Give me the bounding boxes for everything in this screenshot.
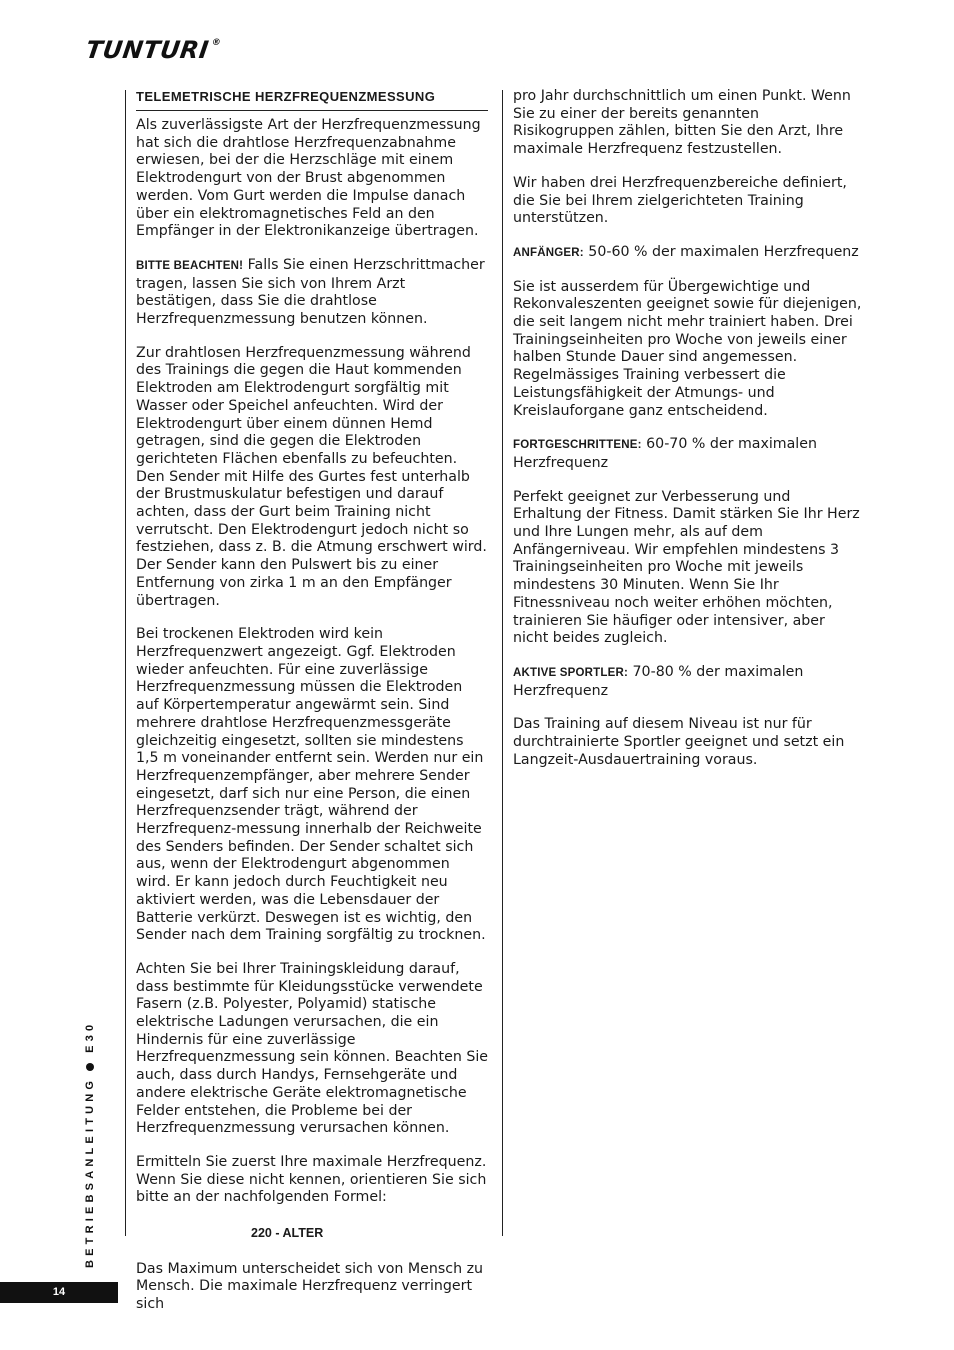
paragraph-beginner: Sie ist ausserdem für Übergewichtige und Rekonvaleszenten geeignet sowie für diejenigen, die seit langem nicht mehr trainiert haben. Drei Trainingseinheiten pro Woche von jeweils einer halben Stunde Dauer sind angemessen. Regelmässiges Training verbessert die Leistungsfähigkeit der Atmungs- und Kreislauforgane ganz entscheidend. [513, 278, 862, 419]
brand-logo [84, 36, 222, 64]
zone-advanced [513, 436, 863, 472]
middle-column-rule [502, 90, 503, 1236]
zone-active-text: 70-80 % der maximalen Herzfrequenz [513, 663, 804, 699]
zone-beginner-lead: ANFÄNGER: [513, 246, 584, 259]
manual-label: BETRIEBSANLEITUNG [84, 1076, 96, 1268]
section-heading: TELEMETRISCHE HERZFREQUENZMESSUNG [136, 88, 488, 111]
zone-beginner-text: 50-60 % der maximalen Herzfrequenz [583, 243, 859, 260]
zone-advanced-text: 60-70 % der maximalen Herzfrequenz [513, 436, 817, 471]
paragraph-continued: pro Jahr durchschnittlich um einen Punkt. Wenn Sie zu einer der bereits genannten Risikogruppen zählen, bitten Sie den Arzt, Ihre maximale Herzfrequenz festzustellen. [513, 88, 851, 158]
zone-beginner [513, 244, 863, 263]
paragraph-warning [136, 257, 488, 329]
paragraph-clothing: Achten Sie bei Ihrer Trainingskleidung darauf, dass bestimmte für Kleidungsstücke verwendete Fasern (z.B. Polyester, Polyamid) statische elektrische Ladungen verursachen, die ein Hindernis für eine zuverlässige Herzfrequenzmessung sein können. Beachten Sie auch, dass durch Handys, Fernsehgeräte und andere elektrische Geräte elektromagnetische Felder entstehen, die Probleme bei der Herzfrequenzmessung verursachen können. [136, 960, 489, 1137]
text-column-2 [513, 88, 863, 786]
warning-text: Falls Sie einen Herzschrittmacher tragen, lassen Sie sich von Ihrem Arzt bestätigen, dass Sie die drahtlose Herzfrequenzmessung benutzen können. [136, 256, 485, 328]
paragraph-dry-electrodes: Bei trockenen Elektroden wird kein Herzfrequenzwert angezeigt. Ggf. Elektroden wieder anfeuchten. Für eine zuverlässige Herzfrequenzmessung müssen die Elektroden auf Körpertemperatur angewärmt sein. Sind mehrere drahtlose Herzfrequenzmessgeräte gleichzeitig eingesetzt, sollten sie mindestens 1,5 m voneinander entfernt sein. Werden nur ein Herzfrequenzempfänger, aber mehrere Sender eingesetzt, darf sich nur eine Person, die einen Herzfrequenzsender trägt, während der Herzfrequenz-messung innerhalb der Reichweite des Senders befinden. Der Sender schaltet sich aus, wenn der Elektrodengurt abgenommen wird. Er kann jedoch durch Feuchtigkeit neu aktiviert werden, was die Lebensdauer der Batterie verkürzt. Deswegen ist es wichtig, den Sender nach dem Training sorgfältig zu trocknen. [136, 626, 486, 944]
zone-advanced-lead: FORTGESCHRITTENE: [513, 439, 642, 452]
logo-text: TUNTURI [84, 36, 211, 64]
warning-lead: BITTE BEACHTEN! [136, 259, 244, 272]
paragraph-advanced: Perfekt geeignet zur Verbesserung und Erhaltung der Fitness. Damit stärken Sie Ihr Herz und Ihre Lungen mehr, als auf dem Anfängerniveau. Wir empfehlen mindestens 3 Trainingseinheiten pro Woche mit jeweils mindestens 30 Minuten. Wenn Sie Ihr Fitnessniveau noch weiter erhöhen möchten, trainieren Sie häufiger oder intensiver, aber nicht beides zugleich. [513, 488, 860, 647]
page-number: 14 [0, 1282, 118, 1303]
paragraph-electrodes: Zur drahtlosen Herzfrequenzmessung während des Trainings die gegen die Haut kommenden Elektroden am Elektrodengurt sorgfältig mit Wasser oder Speichel anfeuchten. Wird der Elektrodengurt über einem dünnen Hemd getragen, sind die gegen die Elektroden gerichteten Flächen ebenfalls zu befeuchten. Den Sender mit Hilfe des Gurtes fest unterhalb der Brustmuskulatur befestigen und darauf achten, dass der Gurt beim Training nicht verrutscht. Den Elektrodengurt jedoch nicht so festziehen, dass z. B. die Atmung erschwert wird. Der Sender kann den Pulswert bis zu einer Entfernung von zirka 1 m an den Empfänger übertragen. [136, 344, 487, 609]
registered-mark: ® [210, 38, 222, 48]
zone-active [513, 664, 863, 700]
text-column-1 [136, 88, 488, 1330]
paragraph-zones-intro: Wir haben drei Herzfrequenzbereiche definiert, die Sie bei Ihrem zielgerichteten Training unterstützen. [513, 174, 847, 227]
paragraph-maximum: Das Maximum unterscheidet sich von Mensch zu Mensch. Die maximale Herzfrequenz verringert sich [136, 1260, 484, 1313]
paragraph-intro: Als zuverlässigste Art der Herzfrequenzmessung hat sich die drahtlose Herzfrequenzabnahme erwiesen, bei der die Herzschläge mit einem Elektrodengurt von der Brust abgenommen werden. Vom Gurt werden die Impulse danach über ein elektromagnetisches Feld an den Empfänger in der Elektronikanzeige übertragen. [136, 117, 481, 240]
left-column-rule [125, 90, 126, 1236]
sidebar-running-title [84, 1021, 96, 1268]
paragraph-active: Das Training auf diesem Niveau ist nur für durchtrainierte Sportler geeignet und setzt ein Langzeit-Ausdauertraining voraus. [513, 716, 845, 768]
bullet-dot-icon [86, 1063, 94, 1071]
zone-active-lead: AKTIVE SPORTLER: [513, 666, 629, 679]
paragraph-max-heart-rate: Ermitteln Sie zuerst Ihre maximale Herzfrequenz. Wenn Sie diese nicht kennen, orientieren Sie sich bitte an der nachfolgenden Formel: [136, 1153, 487, 1206]
heart-rate-formula: 220 - ALTER [251, 1226, 324, 1241]
model-label: E30 [84, 1020, 96, 1053]
